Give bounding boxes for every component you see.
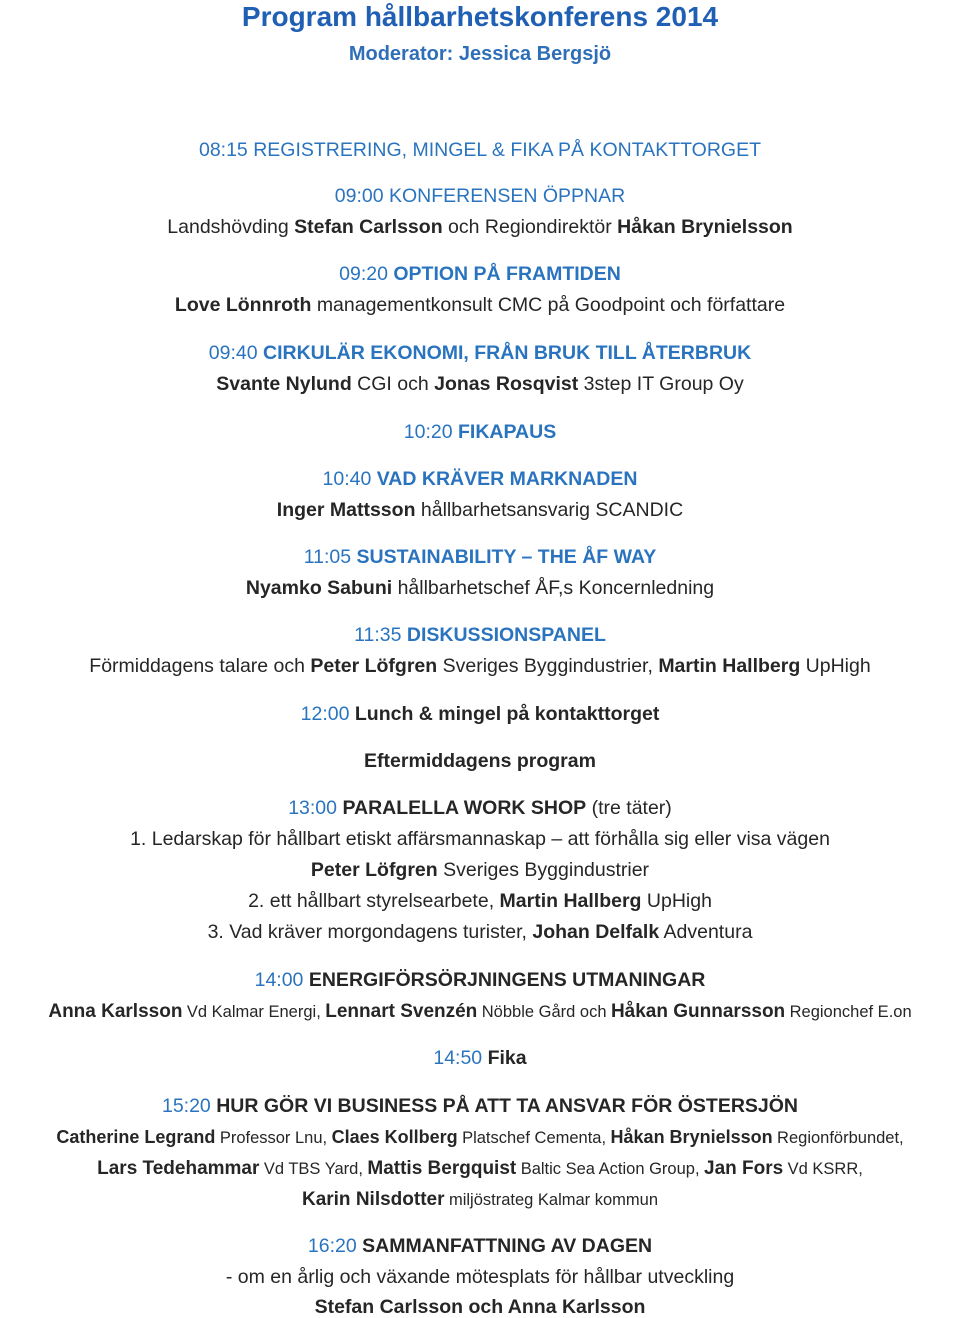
speaker-desc: managementkonsult CMC på Goodpoint och författare <box>316 294 786 316</box>
session-time: 10:20 <box>403 421 453 443</box>
session-1135-speakers <box>0 657 960 677</box>
speaker-desc: 3step IT Group Oy <box>583 373 744 395</box>
session-1450 <box>0 1049 960 1069</box>
speaker-name: Claes Kollberg <box>331 1127 458 1147</box>
session-title: OPTION PÅ FRAMTIDEN <box>393 263 621 285</box>
session-title: ENERGIFÖRSÖRJNINGENS UTMANINGAR <box>308 969 706 991</box>
session-1040 <box>0 470 960 490</box>
speaker-desc: UpHigh <box>646 890 712 912</box>
session-0920 <box>0 265 960 285</box>
afternoon-heading: Eftermiddagens program <box>364 750 596 772</box>
session-title: KONFERENSEN ÖPPNAR <box>389 185 626 207</box>
session-time: 08:15 <box>198 139 248 161</box>
speaker-desc: Vd TBS Yard, <box>263 1160 363 1178</box>
speaker-name: Martin Hallberg <box>499 890 642 912</box>
speaker-desc: Sveriges Byggindustrier <box>443 859 650 881</box>
speaker-name: Catherine Legrand <box>56 1127 216 1147</box>
session-1520-speakers-3 <box>0 1190 960 1209</box>
session-title: CIRKULÄR EKONOMI, FRÅN BRUK TILL ÅTERBRUK <box>263 342 752 364</box>
speaker-desc: Platschef Cementa, <box>462 1129 607 1147</box>
page-title: Program hållbarhetskonferens 2014 <box>241 1 719 32</box>
speaker-desc: Professor Lnu, <box>219 1129 328 1147</box>
session-time: 09:40 <box>208 342 258 364</box>
workshop-title: 3. Vad kräver morgondagens turister, <box>207 921 527 943</box>
session-1620-speakers: Stefan Carlsson och Anna Karlsson <box>314 1296 646 1318</box>
session-1520-speakers-1 <box>0 1128 960 1147</box>
session-time: 14:00 <box>254 969 304 991</box>
session-time: 09:20 <box>339 263 388 285</box>
speaker-name: Martin Hallberg <box>658 655 801 677</box>
session-time: 14:50 <box>433 1047 483 1069</box>
speaker-name: Lars Tedehammar <box>97 1158 260 1179</box>
session-1040-speakers <box>0 501 960 521</box>
speaker-name: Anna Karlsson <box>48 1001 183 1022</box>
session-title: PARALELLA WORK SHOP <box>342 797 587 819</box>
speaker-name: Nyamko Sabuni <box>245 577 393 599</box>
session-0920-speakers <box>0 296 960 316</box>
session-1135 <box>0 626 960 646</box>
session-title: DISKUSSIONSPANEL <box>406 624 606 646</box>
session-time: 13:00 <box>288 797 338 819</box>
workshop-1-speaker <box>0 861 960 881</box>
speaker-desc: hållbarhetsansvarig SCANDIC <box>420 499 684 521</box>
speaker-name: Håkan Brynielsson <box>610 1127 773 1147</box>
session-1400-speakers <box>0 1002 960 1021</box>
session-time: 16:20 <box>307 1235 357 1257</box>
speaker-desc: Regionchef E.on <box>789 1003 912 1021</box>
session-1020 <box>0 423 960 443</box>
session-title: Lunch & mingel på kontakttorget <box>354 703 660 725</box>
speaker-desc: UpHigh <box>805 655 871 677</box>
speaker-role: och Regiondirektör <box>448 216 612 238</box>
session-0815 <box>0 141 960 161</box>
session-1620-subtitle: - om en årlig och växande mötesplats för hållbar utveckling <box>225 1266 735 1288</box>
speaker-desc: Adventura <box>663 921 753 943</box>
speaker-desc: CGI och <box>357 373 429 395</box>
session-time: 09:00 <box>334 185 384 207</box>
session-title: REGISTRERING, MINGEL & FIKA PÅ KONTAKTTORGET <box>253 139 762 161</box>
session-1105-speakers <box>0 579 960 599</box>
speaker-name: Peter Löfgren <box>310 655 438 677</box>
session-1105 <box>0 548 960 568</box>
speaker-desc: Vd KSRR, <box>787 1160 863 1178</box>
speaker-desc: Sveriges Byggindustrier, <box>442 655 653 677</box>
speaker-desc: hållbarhetschef ÅF,s Koncernledning <box>397 577 715 599</box>
speaker-name: Håkan Brynielsson <box>617 216 793 238</box>
workshop-1: 1. Ledarskap för hållbart etiskt affärsmannaskap – att förhålla sig eller visa vägen <box>130 828 830 850</box>
session-time: 11:35 <box>354 624 402 646</box>
speaker-desc: Förmiddagens talare och <box>89 655 305 677</box>
speaker-name: Mattis Bergquist <box>367 1158 517 1179</box>
moderator-line: Moderator: Jessica Bergsjö <box>348 43 612 65</box>
session-0900-speakers <box>0 218 960 238</box>
session-1620 <box>0 1237 960 1257</box>
speaker-name: Svante Nylund <box>216 373 352 395</box>
speaker-name: Stefan Carlsson <box>294 216 443 238</box>
speaker-role: Landshövding <box>167 216 289 238</box>
session-1520 <box>0 1097 960 1117</box>
session-1400 <box>0 971 960 991</box>
speaker-desc: Baltic Sea Action Group, <box>520 1160 700 1178</box>
speaker-name: Peter Löfgren <box>310 859 438 881</box>
session-title: SUSTAINABILITY – THE ÅF WAY <box>356 546 657 568</box>
speaker-desc: miljöstrateg Kalmar kommun <box>448 1191 659 1209</box>
speaker-name: Jonas Rosqvist <box>434 373 579 395</box>
speaker-name: Lennart Svenzén <box>325 1001 478 1022</box>
workshop-3 <box>0 923 960 943</box>
session-title: VAD KRÄVER MARKNADEN <box>376 468 638 490</box>
session-title: HUR GÖR VI BUSINESS PÅ ATT TA ANSVAR FÖR ÖSTERSJÖN <box>216 1095 799 1117</box>
session-0900 <box>0 187 960 207</box>
speaker-name: Håkan Gunnarsson <box>610 1001 786 1022</box>
workshop-title: 2. ett hållbart styrelsearbete, <box>248 890 495 912</box>
speaker-desc: Vd Kalmar Energi, <box>186 1003 321 1021</box>
session-time: 11:05 <box>303 546 352 568</box>
session-title: FIKAPAUS <box>458 421 557 443</box>
session-note: (tre täter) <box>591 797 672 819</box>
session-1300 <box>0 799 960 819</box>
session-0940 <box>0 344 960 364</box>
session-time: 10:40 <box>322 468 372 490</box>
speaker-name: Inger Mattsson <box>276 499 416 521</box>
speaker-name: Love Lönnroth <box>174 294 312 316</box>
session-1200 <box>0 705 960 725</box>
speaker-desc: Nöbble Gård och <box>481 1003 607 1021</box>
workshop-2 <box>0 892 960 912</box>
speaker-desc: Regionförbundet, <box>777 1129 904 1147</box>
session-0940-speakers <box>0 375 960 395</box>
session-title: SAMMANFATTNING AV DAGEN <box>362 1235 653 1257</box>
session-time: 15:20 <box>161 1095 211 1117</box>
session-1520-speakers-2 <box>0 1159 960 1178</box>
speaker-name: Jan Fors <box>704 1158 784 1179</box>
session-title: Fika <box>487 1047 527 1069</box>
speaker-name: Karin Nilsdotter <box>301 1189 445 1210</box>
speaker-name: Johan Delfalk <box>532 921 660 943</box>
session-time: 12:00 <box>300 703 350 725</box>
